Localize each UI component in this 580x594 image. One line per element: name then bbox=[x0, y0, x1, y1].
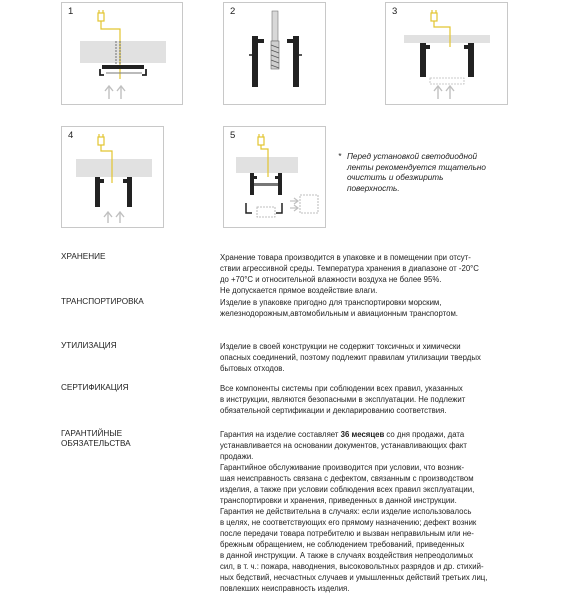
section-text-transport bbox=[220, 297, 522, 319]
text-line: в инструкции, являются безопасными в эксплуатации. Не подлежит bbox=[220, 395, 466, 404]
step-3-illustration bbox=[386, 3, 509, 106]
section-label-certification: СЕРТИФИКАЦИЯ bbox=[61, 383, 129, 392]
step-2-number: 2 bbox=[230, 6, 236, 17]
step-5-number: 5 bbox=[230, 130, 236, 141]
text-line: Изделие в своей конструкции не содержит токсичных и химически bbox=[220, 342, 461, 351]
text-line: после передачи товара потребителю и вызван неправильным или не- bbox=[220, 529, 474, 538]
text-line: Все компоненты системы при соблюдении всех правил, указанных bbox=[220, 384, 463, 393]
section-label-storage: ХРАНЕНИЕ bbox=[61, 252, 106, 261]
text-line: Гарантия на изделие составляет 36 месяцев со дня продажи, дата bbox=[220, 430, 465, 439]
step-4-panel bbox=[61, 126, 164, 228]
step-2-panel bbox=[223, 2, 326, 105]
text-line: бытовых отходов. bbox=[220, 364, 285, 373]
step-2-illustration bbox=[224, 3, 327, 106]
text-line: железнодорожным,автомобильным и авиационным транспортом. bbox=[220, 309, 458, 318]
text-line: в целях, не соответствующих его прямому назначению; дефект возник bbox=[220, 518, 477, 527]
note-line: Перед установкой светодиодной bbox=[347, 152, 478, 161]
note-line: ленты рекомендуется тщательно bbox=[347, 162, 486, 172]
section-label-disposal: УТИЛИЗАЦИЯ bbox=[61, 341, 117, 350]
step-5-illustration bbox=[224, 127, 327, 229]
text-line: изделия, а также при условии соблюдения всех правил эксплуатации, bbox=[220, 485, 475, 494]
text-line: обязательной сертификации и декларированию соответствия. bbox=[220, 406, 447, 415]
text-line: опасных соединений, поэтому подлежит правилам утилизации твердых bbox=[220, 353, 481, 362]
text-line: ствии агрессивной среды. Температура хранения в диапазоне от -20°С bbox=[220, 264, 479, 273]
step-4-illustration bbox=[62, 127, 165, 229]
text-line: брежным обращением, не соблюдением требований, приведенных bbox=[220, 540, 465, 549]
step-3-panel bbox=[385, 2, 508, 105]
power-plug-icon bbox=[258, 134, 264, 145]
text-line: Хранение товара производится в упаковке и в помещении при отсут- bbox=[220, 253, 471, 262]
section-text-certification bbox=[220, 383, 522, 416]
installation-note bbox=[338, 152, 508, 194]
text-line: в данной инструкции. А также в случаях воздействия непреодолимых bbox=[220, 551, 474, 560]
text-line: ных бедствий, несчастных случаев и умышленных действий третьих лиц, bbox=[220, 573, 488, 582]
text-line: транспортировки и хранения, приведенных в данной инструкции. bbox=[220, 496, 457, 505]
text-line: до +70°С и относительной влажности воздуха не более 95%. bbox=[220, 275, 442, 284]
step-5-panel bbox=[223, 126, 326, 228]
step-4-number: 4 bbox=[68, 130, 74, 141]
text-line: Изделие в упаковке пригодно для транспортировки морским, bbox=[220, 298, 442, 307]
step-1-panel bbox=[61, 2, 183, 105]
text-line: устанавливается на основании документов, устанавливающих факт bbox=[220, 441, 467, 450]
warranty-period: 36 месяцев bbox=[340, 430, 385, 439]
section-label-transport: ТРАНСПОРТИРОВКА bbox=[61, 297, 144, 306]
section-text-warranty bbox=[220, 429, 522, 594]
section-text-disposal bbox=[220, 341, 522, 374]
text-line: продажи. bbox=[220, 452, 254, 461]
note-bullet: * bbox=[338, 152, 342, 161]
step-1-number: 1 bbox=[68, 6, 74, 17]
power-plug-icon bbox=[98, 134, 104, 145]
note-line: поверхность. bbox=[347, 183, 400, 193]
power-plug-icon bbox=[98, 10, 104, 21]
text-line: сил, в т. ч.: пожара, наводнения, высоковольтных разрядов и др. стихий- bbox=[220, 562, 484, 571]
text-line: шая неисправность связана с дефектом, связанным с производством bbox=[220, 474, 474, 483]
text-line: Гарантийное обслуживание производится при условии, что возник- bbox=[220, 463, 465, 472]
text-line: Гарантия не действительна в случаях: если изделие использовалось bbox=[220, 507, 472, 516]
section-text-storage bbox=[220, 252, 522, 296]
section-label-warranty: ГАРАНТИЙНЫЕ ОБЯЗАТЕЛЬСТВА bbox=[61, 429, 131, 449]
step-3-number: 3 bbox=[392, 6, 398, 17]
power-plug-icon bbox=[431, 10, 437, 21]
text-line: Не допускается прямое воздействие влаги. bbox=[220, 286, 378, 295]
note-line: очистить и обезжирить bbox=[347, 173, 444, 183]
text-line: повлекших неисправность изделия. bbox=[220, 584, 350, 593]
step-1-illustration bbox=[62, 3, 184, 106]
